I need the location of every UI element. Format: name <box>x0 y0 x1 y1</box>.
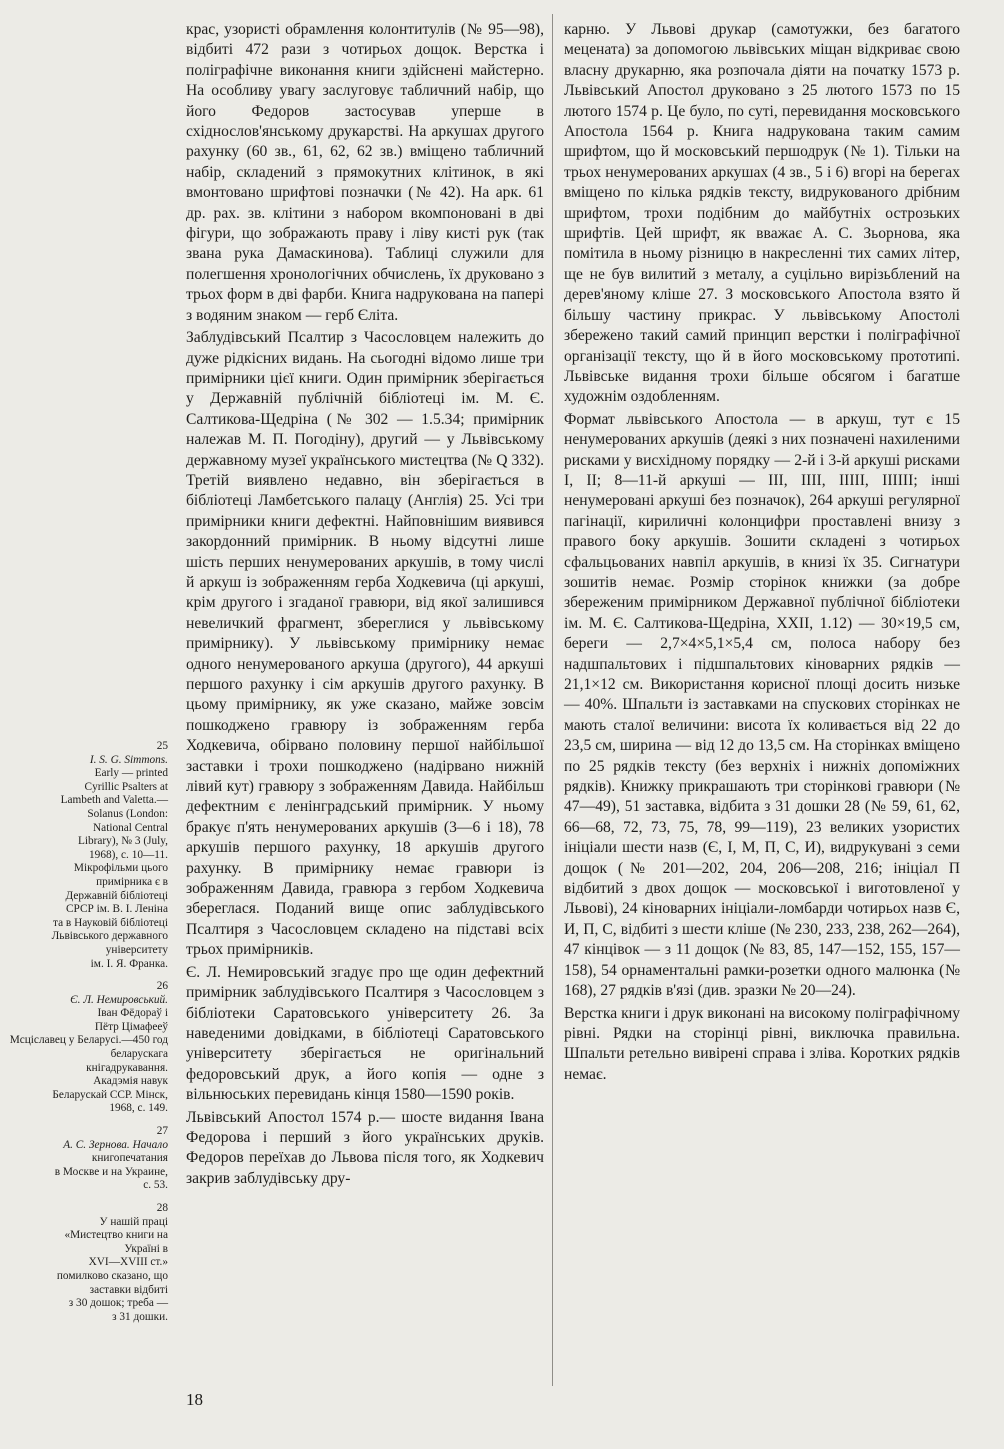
footnote-28 <box>6 1202 168 1324</box>
footnote-line: заставки відбиті <box>89 1283 168 1296</box>
text-column-left <box>186 20 544 1189</box>
paragraph: Є. Л. Немировський згадує про ще один дефектний примірник заблудівського Псалтиря з Часословцем з бібліотеки Саратовського університету 26. За наведеними довідками, в бібліотеці Саратовського університету зберігається не оригінальний федоровський друк, а його копія — одне з вільнюських перевидань кінця 1580—1590 років. <box>186 963 544 1104</box>
footnote-line: Державній бібліотеці <box>65 889 168 902</box>
paragraph: карню. У Львові друкар (самотужки, без багатого мецената) за допомогою львівських міщан відкриває свою власну друкарню, яка розпочала діяти на початку 1573 р. Львівський Апостол друковано з 25 лютого 1573 по 15 лютого 1574 р. Це було, по суті, перевидання московського Апостола 1564 р. Книга надрукована таким самим шрифтом, що й московський першодрук (№ 1). Тільки на трьох ненумерованих аркушах (4 зв., 5 і 6) вгорі на берегах вміщено по кілька рядків тексту, видрукованого дрібним шрифтом, трохи подібним до майбутніх острозьких шрифтів. Цей шрифт, як вважає А. С. Зьорнова, яка помітила в ньому різницю в накресленні тих самих літер, ще не був вилитий з металу, а суцільно вирізьблений на дерев'яному кліше 27. З московського Апостола взято й більшу частину прикрас. У львівському Апостолі збережено такий самий принцип верстки і поліграфічної організації тексту, що й в його московському прототипі. Львівське видання трохи більше обсягом і багатше художнім оздобленням. <box>564 21 960 406</box>
paragraph: Заблудівський Псалтир з Часословцем належить до дуже рідкісних видань. На сьогодні відомо лише три примірники цієї книги. Один примірник зберігається у Державній публічній бібліотеці ім. М. Є. Салтикова-Щедріна (№ 302 — 1.5.34; примірник належав М. П. Погодіну), другий — у Львівському державному музеї українського мистецтва (№ Q 332). Третій виявлено недавно, він зберігається в бібліотеці Ламбетського палацу (Англія) 25. Усі три примірники книги дефектні. Найповнішим виявився закордонний примірник. В ньому відсутні лише шість перших ненумерованих аркушів, в тому числі й аркуш із зображенням герба Ходкевича (ці аркуші, крім другого і згаданої гравюри, від якої залишився невеличкий фрагмент, збереглися у львівському примірнику). У львівському примірнику немає одного ненумерованого аркуша (другого), 44 аркуші першого рахунку і сім аркушів другого рахунку. В цьому примірнику, як уже сказано, майже зовсім пошкоджено гравюру із зображенням герба Ходкевича, обірвано половину першої найбільшої заставки і трохи пошкоджено (надірвано нижній лівий кут) гравюру з зображенням Давида. Найбільш дефектним є ленінградський примірник. У ньому бракує п'ять ненумерованих аркушів (3—6 і 18), 78 аркушів першого рахунку, 18 аркушів другого рахунку. В примірнику немає гравюри із зображенням Давида, гравюра з гербом Ходкевича збереглася. Поданий вище опис заблудівського Псалтиря з Часословцем складено на підставі всіх трьох примірників. <box>186 329 544 959</box>
footnote-line: Беларускай ССР. Мінск, <box>52 1088 168 1101</box>
footnote-line: університету <box>105 943 168 956</box>
footnote-line: «Мистецтво книги на <box>64 1229 168 1242</box>
footnote-line: Є. Л. Немировський. <box>70 993 168 1006</box>
footnote-line: National Central <box>93 821 168 834</box>
footnote-line: Мікрофільми цього <box>73 862 168 875</box>
footnote-line: Early — printed <box>94 767 168 780</box>
text-column-right <box>564 20 960 1085</box>
page-number: 18 <box>186 1390 203 1409</box>
footnote-line: в Москве и на Украине, <box>54 1165 168 1178</box>
paragraph: Формат львівського Апостола — в аркуш, тут є 15 ненумерованих аркушів (деякі з них позначені нахиленими рисками у висхідному порядку — 2-й і 3-й аркуші рисками I, II; 8—11-й аркуші — III, IIII, IIIII, IIIIII; інші ненумеровані аркуші без позначок), 264 аркуші регулярної пагінації, кириличні колонцифри проставлені внизу з правого боку аркушів. Зошити складені з чотирьох сфальцьованих навпіл аркушів, в книзі їх 35. Сигнатури зошитів немає. Розмір сторінок книжки (за добре збереженим примірником Державної публічної бібліотеки ім. М. Є. Салтикова-Щедріна, XXII, 1.12) — 30×19,5 см, береги — 2,7×4×5,1×5,4 см, полоса набору без надшпальтових і підшпальтових кіноварних рядків — 21,1×12 см. Використання корисної площі досить низьке — 40%. Шпальти із заставками на спускових сторінках не мають сталої величини: висота їх коливається від 22 до 23,5 см, ширина — від 12 до 13,5 см. На сторінках вміщено по 25 рядків тексту (без верхніх і нижніх допоміжних рядків). Книжку прикрашають три сторінкові гравюри (№ 47—49), 51 заставка, відбита з 31 дошки 28 (№ 59, 61, 62, 66—68, 72, 73, 75, 78, 99—119), 23 великих узористих ініціали шести назв (Є, І, М, П, С, И), видрукувані з семи дощок (№ 201—202, 204, 206—208, 216; ініціал П відбитий з двох дощок — московської і виготовленої у Львові), 24 кіноварних ініціали-ломбарди чотирьох назв Є, И, П, С, відбиті з шести кліше (№ 230, 233, 238, 262—264), 47 кінцівок — з 11 дощок (№ 83, 85, 147—152, 155, 157—158), 54 орнаментальні рамки-розетки одного малюнка (№ 168), 27 рядків в'язі (див. зразки № 20—24). <box>564 410 960 1000</box>
footnote-line: помилково сказано, що <box>56 1269 168 1282</box>
footnote-line: Lambeth and Valetta.— <box>60 794 168 807</box>
footnote-line: У нашій праці <box>99 1215 168 1228</box>
footnote-25 <box>6 740 168 971</box>
footnote-number: 27 <box>156 1125 168 1138</box>
footnote-line: Cyrillic Psalters at <box>84 780 168 793</box>
footnote-line: с. 53. <box>143 1179 168 1192</box>
footnote-line: з 30 дошок; треба — <box>68 1297 168 1310</box>
footnote-line: Library), № 3 (July, <box>77 835 168 848</box>
footnote-line: ім. І. Я. Франка. <box>90 957 168 970</box>
paragraph: Львівський Апостол 1574 р.— шосте видання Івана Федорова і перший з його українських друків. Федоров переїхав до Львова після того, як Ходкевич закрив заблудівську дру- <box>186 1108 544 1187</box>
footnote-line: кнігадрукавання. <box>86 1061 168 1074</box>
footnote-number: 25 <box>156 740 168 752</box>
footnote-26 <box>6 980 168 1116</box>
footnote-line: Акадэмія навук <box>93 1075 168 1088</box>
footnote-number: 26 <box>156 980 168 993</box>
paragraph: Верстка книги і друк виконані на високому поліграфічному рівні. Рядки на сторінці рівні, виключка правильна. Шпальти ретельно вивірені справа і зліва. Коротких рядків немає. <box>564 1004 960 1083</box>
footnote-27 <box>6 1125 168 1193</box>
footnote-line: 1968, с. 149. <box>109 1102 168 1115</box>
footnote-line: I. S. G. Simmons. <box>89 753 168 766</box>
footnote-line: А. С. Зернова. Начало <box>63 1138 168 1151</box>
paragraph: крас, узористі обрамлення колонтитулів (№ 95—98), відбиті 472 рази з чотирьох дощок. Верстка і поліграфічне виконання книги здійснені майстерно. На особливу увагу заслуговує табличний набір, що його Федоров застосував уперше в східнослов'янському друкарстві. На аркушах другого рахунку (60 зв., 61, 62, 62 зв.) вміщено табличний набір, складений з прямокутних клітинок, в які вмонтовано шрифтові позначки (№ 42). На арк. 61 др. рах. зв. клітини з набором вкомпоновані в дві фігури, що зображають праву і ліву кисті рук (так звана рука Дамаскинова). Таблиці служили для полегшення хронологічних обчислень, їх друковано з трьох форм в дві фарби. Книга надрукована на папері з водяним знаком — герб Єліта. <box>186 21 544 324</box>
footnote-line: книгопечатания <box>91 1152 168 1165</box>
footnote-line: Мсціславец у Беларусі.—450 год беларускага <box>9 1034 168 1061</box>
footnote-line: примірника є в <box>96 875 168 888</box>
column-divider <box>552 14 553 1386</box>
margin-notes <box>6 740 168 1333</box>
footnote-line: Іван Фёдораў і <box>97 1007 168 1020</box>
footnote-line: з 31 дошки. <box>112 1310 168 1323</box>
footnote-line: Україні в <box>124 1242 168 1255</box>
footnote-number: 28 <box>156 1202 168 1214</box>
footnote-line: 1968), с. 10—11. <box>89 848 168 861</box>
footnote-line: СРСР ім. В. І. Леніна <box>66 903 168 916</box>
footnote-line: та в Науковій бібліотеці <box>53 916 168 929</box>
footnote-line: XVI—XVIII ст.» <box>88 1256 168 1269</box>
footnote-line: Solanus (London: <box>87 807 168 820</box>
footnote-line: Пётр Цімафееў <box>94 1020 168 1033</box>
footnote-line: Львівського державного <box>51 930 168 943</box>
